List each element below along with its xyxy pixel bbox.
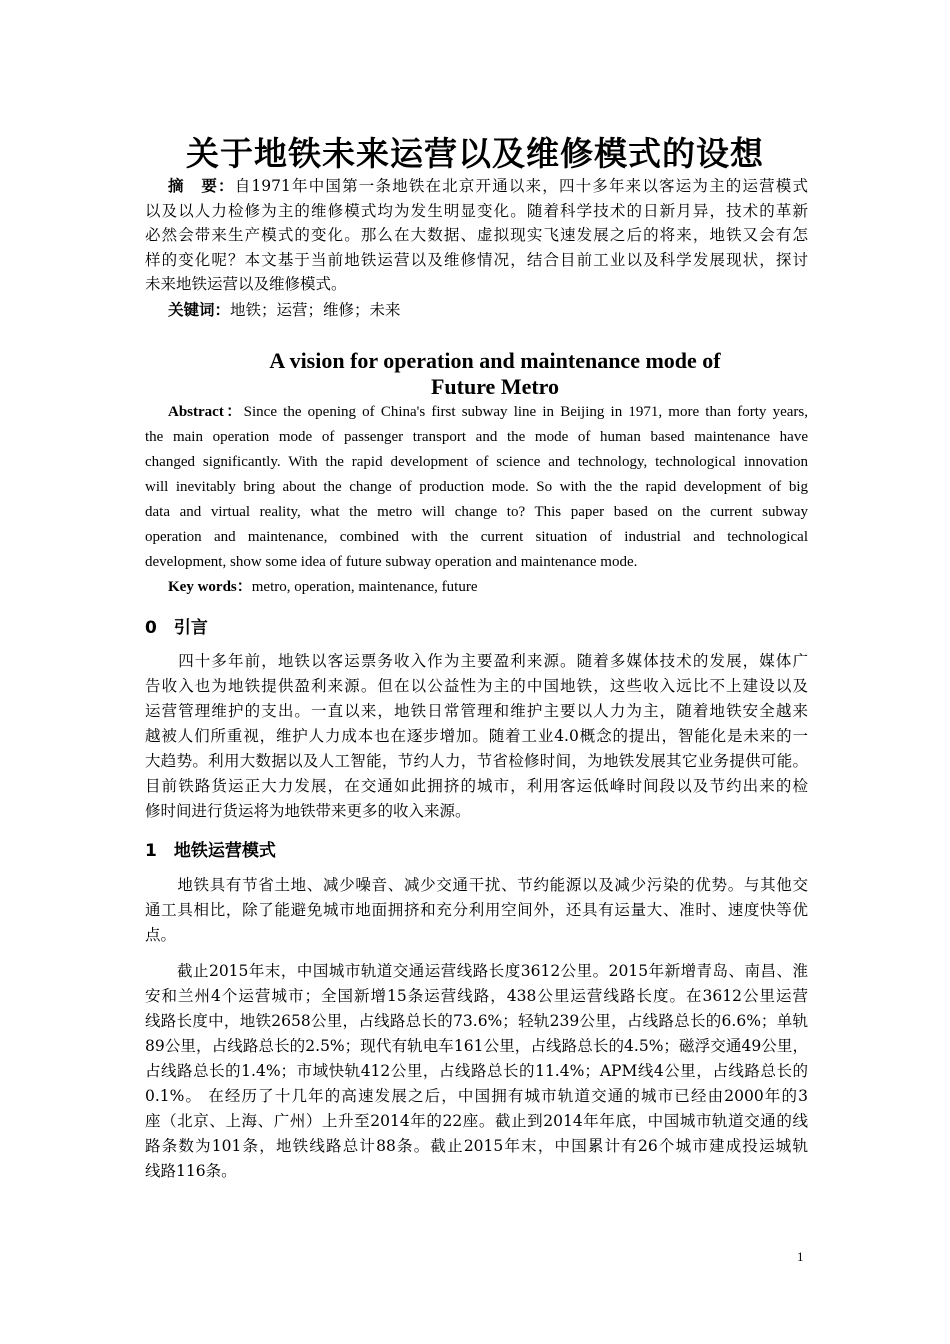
body-line: 路条数为101条，地铁线路总计88条。截止2015年末，中国累计有26个城市建成投运城轨 [145, 1137, 808, 1155]
keywords-cn [168, 300, 401, 320]
abstract-en-line: the main operation mode of passenger transport and the mode of human based maintenance have [145, 429, 808, 445]
body-line: 安和兰州4个运营城市；全国新增15条运营线路，438公里运营线路长度。在3612公里运营 [145, 987, 808, 1005]
abstract-cn-line: 未来地铁运营以及维修模式。 [145, 275, 347, 293]
page-title: 关于地铁未来运营以及维修模式的设想 [186, 134, 764, 173]
body-line: 座（北京、上海、广州）上升至2014年的22座。截止到2014年年底，中国城市轨道交通的线 [145, 1112, 808, 1130]
text: Since the opening of China's first subway line in Beijing in 1971, more than forty years, [243, 404, 808, 420]
label: 摘 要： [168, 176, 235, 195]
body-line: 89公里，占线路总长的2.5%；现代有轨电车161公里，占线路总长的4.5%；磁浮交通49公里， [145, 1037, 808, 1055]
keywords-value: metro, operation, maintenance, future [251, 579, 478, 595]
body-line: 占线路总长的1.4%；市域快轨412公里，占线路总长的11.4%；APM线4公里，占线路总长的 [145, 1062, 808, 1080]
abstract-cn-line [168, 176, 808, 196]
body-line: 目前铁路货运正大力发展，在交通如此拥挤的城市，利用客运低峰时间段以及节约出来的检 [145, 777, 808, 795]
keywords-label: 关键词： [168, 300, 231, 319]
english-title: Future Metro [430, 374, 560, 399]
body-line: 线路116条。 [145, 1162, 237, 1180]
keywords-value: 地铁；运营；维修；未来 [230, 301, 401, 319]
section-heading: 1 地铁运营模式 [145, 841, 276, 861]
abstract-en-line: changed significantly. With the rapid development of science and technology, technological innovation [145, 454, 808, 470]
keywords-label: Key words： [168, 579, 252, 595]
abstract-en-line: development, show some idea of future subway operation and maintenance mode. [145, 554, 638, 570]
abstract-cn-line: 样的变化呢？本文基于当前地铁运营以及维修情况，结合目前工业以及科学发展现状，探讨 [145, 250, 808, 269]
page-number: 1 [797, 1249, 804, 1264]
body-line: 运营管理维护的支出。一直以来，地铁日常管理和维护主要以人力为主，随着地铁安全越来 [145, 702, 808, 720]
body-line: 截止2015年末，中国城市轨道交通运营线路长度3612公里。2015年新增青岛、南昌、淮 [145, 962, 808, 980]
body-line: 点。 [145, 926, 177, 944]
abstract-en-line [168, 402, 808, 422]
abstract-cn-line: 以及以人力检修为主的维修模式均为发生明显变化。随着科学技术的日新月异，技术的革新 [145, 201, 808, 220]
body-line: 线路长度中，地铁2658公里，占线路总长的73.6%；轻轨239公里，占线路总长的6.6%；单轨 [145, 1012, 808, 1030]
body-line: 告收入也为地铁提供盈利来源。但在以公益性为主的中国地铁，这些收入远比不上建设以及 [145, 677, 808, 695]
english-title: A vision for operation and maintenance mode of [269, 348, 721, 373]
abstract-en-line: data and virtual reality, what the metro will change to? This paper based on the current subway [145, 504, 808, 520]
label: Abstract： [168, 404, 244, 420]
keywords-en [168, 577, 478, 597]
abstract-en-line: will inevitably bring about the change of production mode. So with the the rapid development of big [145, 479, 808, 495]
body-line: 地铁具有节省土地、减少噪音、减少交通干扰、节约能源以及减少污染的优势。与其他交 [145, 876, 808, 894]
abstract-cn-line: 必然会带来生产模式的变化。那么在大数据、虚拟现实飞速发展之后的将来，地铁又会有怎 [145, 226, 808, 244]
body-line: 通工具相比，除了能避免城市地面拥挤和充分利用空间外，还具有运量大、准时、速度快等优 [145, 901, 808, 919]
text: 自1971年中国第一条地铁在北京开通以来，四十多年来以客运为主的运营模式 [234, 177, 808, 195]
body-line: 越被人们所重视，维护人力成本也在逐步增加。随着工业4.0概念的提出，智能化是未来的一 [145, 727, 808, 745]
section-heading: 0 引言 [145, 618, 208, 638]
body-line: 大趋势。利用大数据以及人工智能，节约人力，节省检修时间，为地铁发展其它业务提供可能。 [145, 752, 808, 770]
body-line: 修时间进行货运将为地铁带来更多的收入来源。 [145, 802, 471, 820]
abstract-en-line: operation and maintenance, combined with the current situation of industrial and technological [145, 529, 808, 545]
body-line: 四十多年前，地铁以客运票务收入作为主要盈利来源。随着多媒体技术的发展，媒体广 [145, 652, 808, 670]
body-line: 0.1%。 在经历了十几年的高速发展之后，中国拥有城市轨道交通的城市已经由2000年的3 [145, 1087, 808, 1105]
